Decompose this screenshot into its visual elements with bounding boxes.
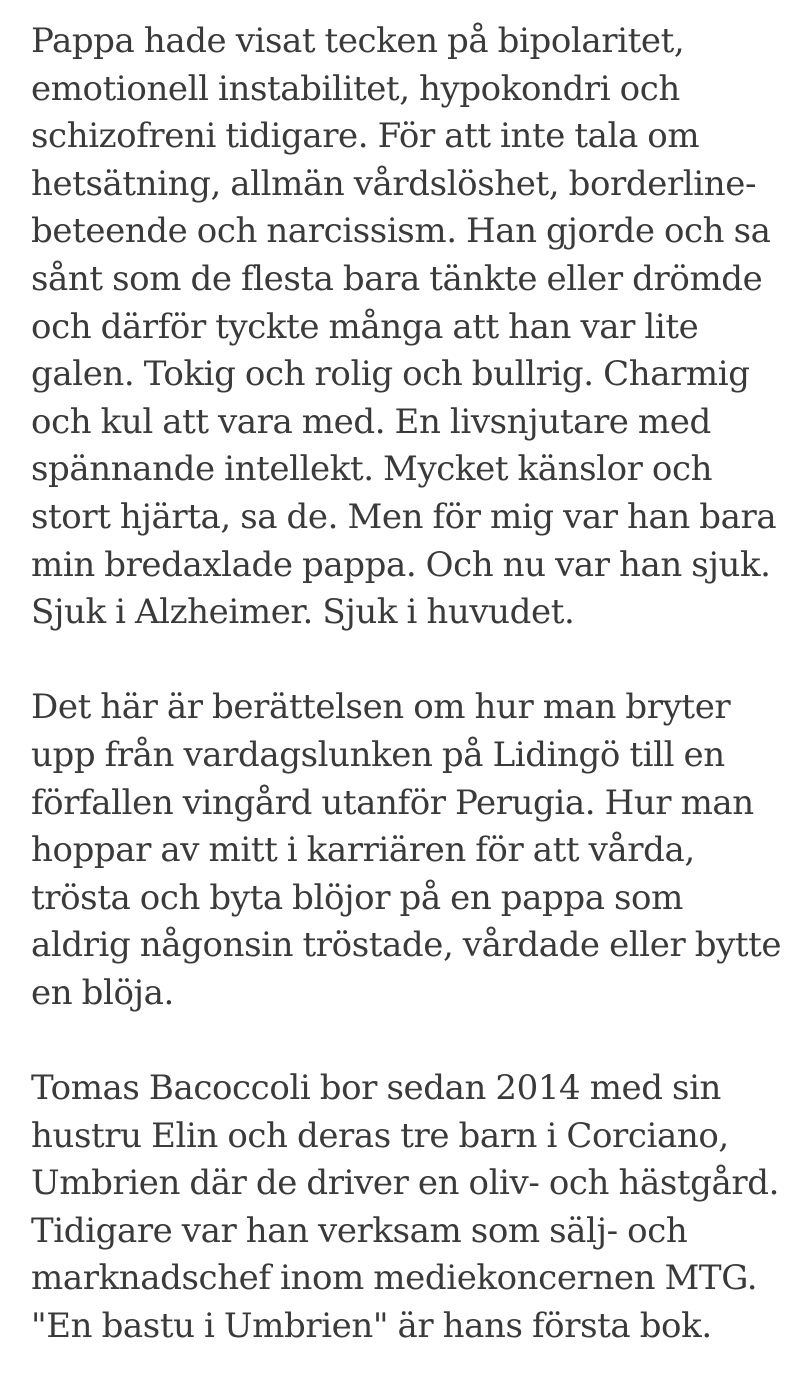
text-line: min bredaxlade pappa. Och nu var han sjuk.	[31, 544, 771, 585]
text-line: galen. Tokig och rolig och bullrig. Charmig	[31, 354, 750, 395]
text-line: hoppar av mitt i karriären för att vårda,	[31, 830, 695, 871]
text-line: Tidigare var han verksam som sälj- och	[31, 1210, 688, 1251]
text-line: Sjuk i Alzheimer. Sjuk i huvudet.	[31, 592, 575, 633]
text-line: Umbrien där de driver en oliv- och hästgård.	[31, 1163, 779, 1204]
text-line: trösta och byta blöjor på en pappa som	[31, 877, 683, 918]
text-line: marknadschef inom mediekoncernen MTG.	[31, 1258, 758, 1299]
paragraph-author-bio	[31, 1065, 796, 1351]
text-line: hustru Elin och deras tre barn i Corciano,	[31, 1115, 729, 1156]
text-line: och kul att vara med. En livsnjutare med	[31, 401, 711, 442]
text-line: Det här är berättelsen om hur man bryter	[31, 687, 731, 728]
text-line: schizofreni tidigare. För att inte tala om	[31, 116, 700, 157]
text-line: hetsätning, allmän vårdslöshet, borderline-	[31, 163, 757, 204]
text-line: Tomas Bacoccoli bor sedan 2014 med sin	[31, 1068, 722, 1109]
paragraph-father	[31, 18, 796, 637]
article-body	[31, 18, 796, 1351]
text-line: aldrig någonsin tröstade, vårdade eller bytte	[31, 925, 782, 966]
text-line: Pappa hade visat tecken på bipolaritet,	[31, 21, 685, 61]
text-line: "En bastu i Umbrien" är hans första bok.	[31, 1306, 712, 1347]
text-line: och därför tyckte många att han var lite	[31, 306, 699, 347]
text-line: förfallen vingård utanför Perugia. Hur man	[31, 782, 754, 823]
text-line: spännande intellekt. Mycket känslor och	[31, 449, 713, 490]
text-line: emotionell instabilitet, hypokondri och	[31, 68, 680, 109]
text-line: beteende och narcissism. Han gjorde och sa	[31, 211, 771, 252]
text-line: en blöja.	[31, 972, 174, 1013]
text-line: upp från vardagslunken på Lidingö till en	[31, 734, 725, 775]
text-line: stort hjärta, sa de. Men för mig var han bara	[31, 496, 777, 537]
text-line: sånt som de flesta bara tänkte eller drömde	[31, 258, 763, 299]
paragraph-story	[31, 684, 796, 1017]
